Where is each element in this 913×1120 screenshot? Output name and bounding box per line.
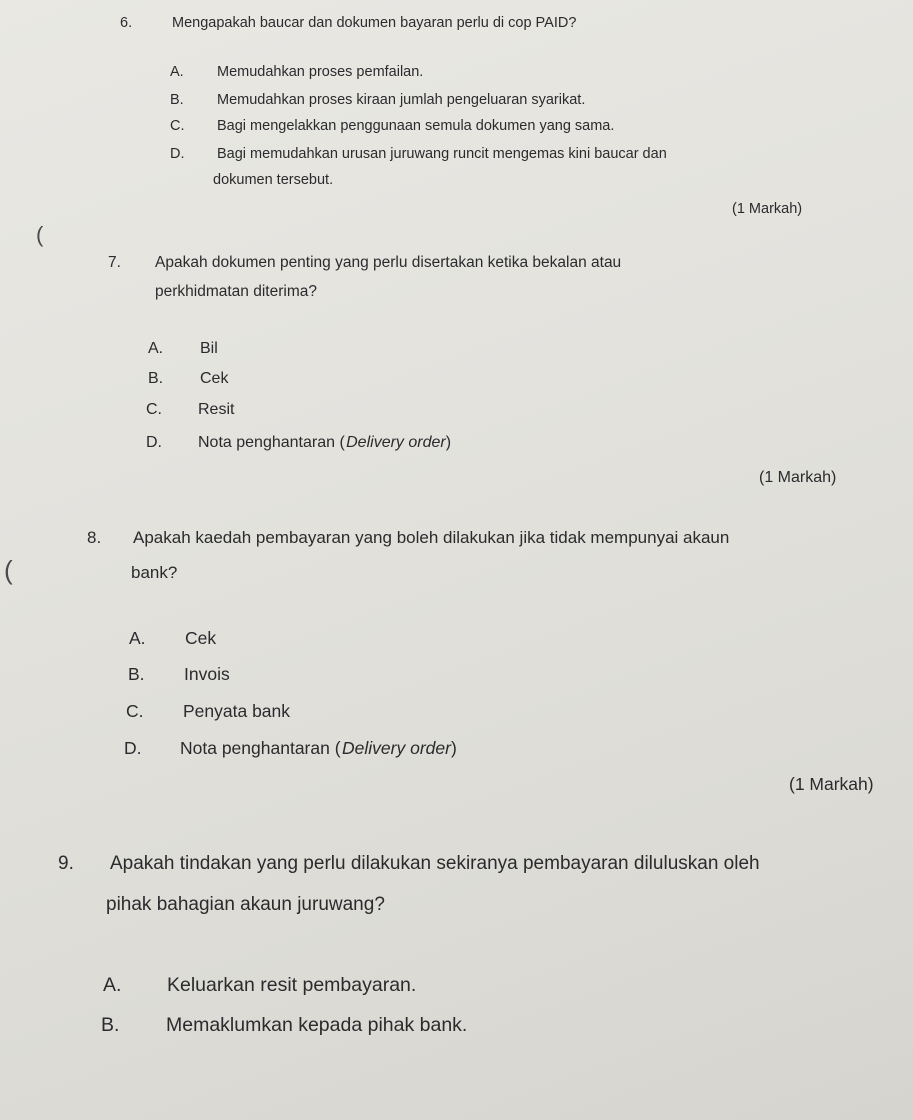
option-letter: A.: [103, 974, 122, 996]
option-text-suffix: ): [445, 434, 452, 451]
marks-label: (1 Markah): [789, 774, 874, 794]
option-text: Cek: [200, 370, 229, 387]
question-text: perkhidmatan diterima?: [155, 283, 317, 300]
option-letter: A.: [129, 628, 146, 648]
option-letter: A.: [170, 64, 184, 80]
question-text: Mengapakah baucar dan dokumen bayaran perlu di cop PAID?: [172, 15, 577, 31]
marks-label: (1 Markah): [759, 469, 837, 486]
option-text: [180, 738, 457, 759]
question-number: 9.: [58, 853, 74, 874]
option-text-main: Nota penghantaran (: [180, 738, 341, 758]
option-text: Keluarkan resit pembayaran.: [167, 974, 417, 996]
option-text-continuation: dokumen tersebut.: [213, 172, 334, 188]
option-text: Penyata bank: [183, 701, 291, 721]
option-letter: B.: [170, 92, 184, 108]
option-text: Bil: [200, 340, 218, 357]
option-letter: A.: [148, 340, 164, 357]
question-text: bank?: [131, 563, 178, 582]
question-text: pihak bahagian akaun juruwang?: [106, 894, 385, 915]
option-letter: B.: [101, 1014, 120, 1036]
question-text: Apakah dokumen penting yang perlu disertakan ketika bekalan atau: [155, 254, 622, 271]
question-text: Apakah kaedah pembayaran yang boleh dilakukan jika tidak mempunyai akaun: [133, 528, 730, 547]
margin-pen-mark: (: [4, 555, 13, 585]
option-letter: C.: [126, 701, 144, 721]
option-letter: D.: [124, 738, 142, 758]
option-text: Bagi memudahkan urusan juruwang runcit mengemas kini baucar dan: [217, 146, 667, 162]
margin-pen-mark: (: [36, 222, 44, 247]
option-text: Bagi mengelakkan penggunaan semula dokumen yang sama.: [217, 118, 615, 134]
option-text: Memudahkan proses pemfailan.: [217, 64, 424, 80]
option-letter: B.: [148, 370, 164, 387]
option-text-italic: Delivery order: [346, 434, 446, 451]
option-text: [198, 434, 451, 452]
option-text: Memudahkan proses kiraan jumlah pengeluaran syarikat.: [217, 92, 586, 108]
option-text: Resit: [198, 401, 235, 418]
question-text: Apakah tindakan yang perlu dilakukan sekiranya pembayaran diluluskan oleh: [110, 853, 760, 874]
option-text: Cek: [185, 628, 217, 648]
option-text-suffix: ): [450, 738, 457, 758]
option-letter: C.: [170, 118, 185, 134]
option-text: Memaklumkan kepada pihak bank.: [166, 1014, 468, 1036]
option-text: Invois: [184, 664, 230, 684]
option-text-italic: Delivery order: [342, 738, 451, 758]
question-number: 7.: [108, 254, 121, 271]
option-letter: C.: [146, 401, 162, 418]
question-number: 8.: [87, 528, 102, 547]
question-number: 6.: [120, 15, 133, 31]
option-letter: D.: [146, 434, 162, 451]
option-text-main: Nota penghantaran (: [198, 434, 345, 451]
option-letter: D.: [170, 146, 185, 162]
marks-label: (1 Markah): [732, 201, 803, 217]
option-letter: B.: [128, 664, 145, 684]
